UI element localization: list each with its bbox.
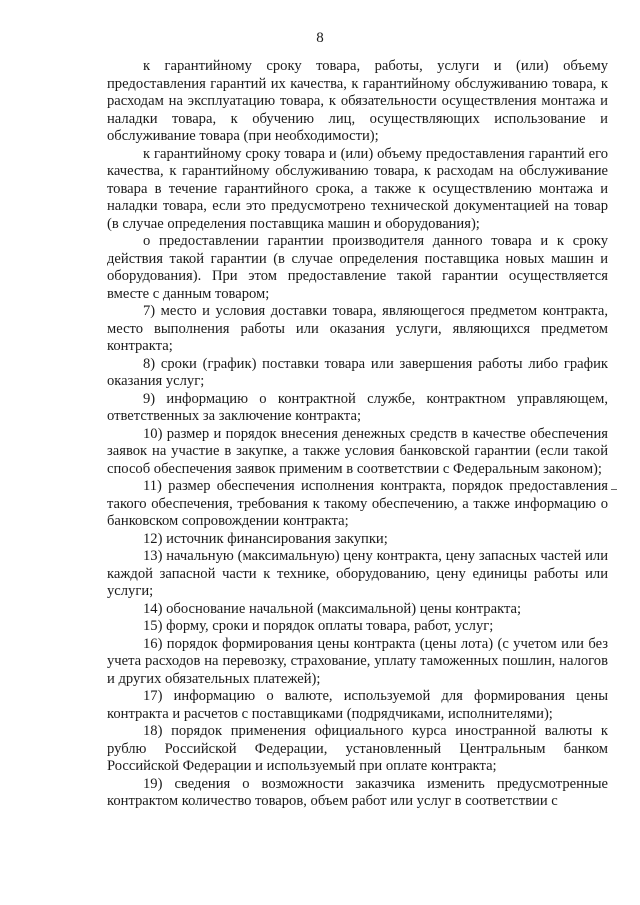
- paragraph: к гарантийному сроку товара, работы, услуги и (или) объему предоставления гарантий их качества, к гарантийному обслуживанию товара, к расходам на эксплуатацию товара, к обязательности осуществления монтажа и наладки товара, к обучению лиц, осуществляющих использование и обслуживание товара (при необходимости);: [107, 58, 608, 144]
- paragraph: 18) порядок применения официального курса иностранной валюты к рублю Российской Федерации, установленный Центральным банком Российской Федерации и используемый при оплате контракта;: [107, 723, 608, 774]
- paragraph: 11) размер обеспечения исполнения контракта, порядок предоставления такого обеспечения, требования к такому обеспечению, а также информацию о банковском сопровождении контракта;: [107, 478, 608, 529]
- scan-mark: [611, 489, 617, 490]
- paragraph: 13) начальную (максимальную) цену контракта, цену запасных частей или каждой запасной части к технике, оборудованию, цену единицы работы или услуги;: [107, 548, 608, 599]
- paragraph: 17) информацию о валюте, используемой для формирования цены контракта и расчетов с поставщиками (подрядчиками, исполнителями);: [107, 688, 608, 722]
- paragraph: 12) источник финансирования закупки;: [143, 530, 388, 547]
- paragraph: о предоставлении гарантии производителя данного товара и к сроку действия такой гарантии (в случае определения поставщика новых машин и оборудования). При этом предоставление такой гарантии осуществляется вместе с данным товаром;: [107, 233, 608, 302]
- paragraph: к гарантийному сроку товара и (или) объему предоставления гарантий его качества, к гарантийному обслуживанию товара, к расходам на обслуживание товара в течение гарантийного срока, а также к осуществлению монтажа и наладки товара, если это предусмотрено технической документацией на товар (в случае определения поставщика машин и оборудования);: [107, 145, 608, 232]
- paragraph: 10) размер и порядок внесения денежных средств в качестве обеспечения заявок на участие в закупке, а также условия банковской гарантии (если такой способ обеспечения заявок применим в соответствии с Федеральным законом);: [107, 425, 608, 477]
- paragraph: 16) порядок формирования цены контракта (цены лота) (с учетом или без учета расходов на перевозку, страхование, уплату таможенных пошлин, налогов и других обязательных платежей);: [107, 635, 608, 687]
- page-number: 8: [316, 30, 324, 46]
- paragraph: 19) сведения о возможности заказчика изменить предусмотренные контрактом количество товаров, объем работ или услуг в соответствии с: [107, 775, 608, 809]
- paragraph: 15) форму, сроки и порядок оплаты товара, работ, услуг;: [143, 618, 494, 634]
- document-body: [107, 58, 608, 811]
- paragraph: 9) информацию о контрактной службе, контрактном управляющем, ответственных за заключение контракта;: [107, 390, 608, 424]
- paragraph: 7) место и условия доставки товара, являющегося предметом контракта, место выполнения работы или оказания услуги, являющихся предметом контракта;: [107, 303, 608, 354]
- paragraph: 14) обоснование начальной (максимальной) цены контракта;: [143, 600, 522, 617]
- paragraph: 8) сроки (график) поставки товара или завершения работы либо график оказания услуг;: [107, 355, 608, 389]
